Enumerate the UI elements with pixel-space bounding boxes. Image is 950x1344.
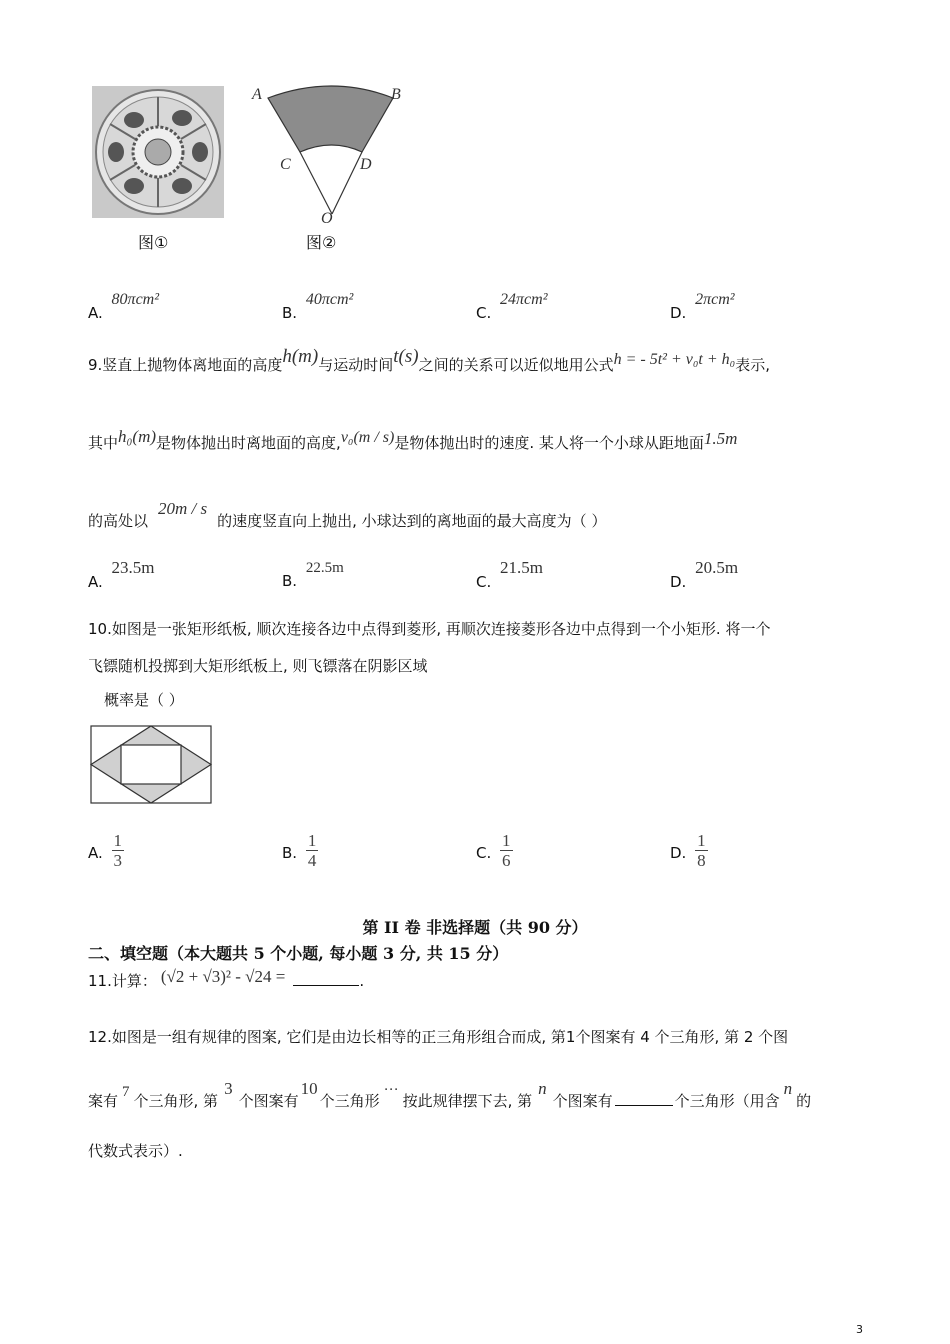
shaded-ring-region — [268, 86, 393, 152]
figure-2-sector — [248, 82, 418, 232]
figure-2-caption: 图② — [306, 233, 337, 252]
height-formula: h = - 5t² + v₀t + h₀ — [613, 351, 736, 368]
q8-option-d[interactable]: D. 2πcm² — [670, 291, 735, 322]
q12-line-3: 代数式表示）. — [88, 1142, 183, 1160]
point-c-label: C — [280, 156, 291, 173]
section-2-title: 第 II 卷 非选择题（共 90 分） — [362, 918, 588, 937]
q9-line-2: 其中h₀(m)是物体抛出时离地面的高度,v₀(m / s)是物体抛出时的速度. 某人将一个小球从距地面1.5m — [88, 427, 738, 452]
q9-option-c[interactable]: C. 21.5m — [476, 558, 544, 591]
q8-option-a[interactable]: A. 80πcm² — [88, 291, 160, 322]
point-a-label: A — [252, 86, 262, 103]
q9-line-1: 9.竖直上抛物体离地面的高度h(m)与运动时间t(s)之间的关系可以近似地用公式h = - 5t² + v₀t + h₀表示, — [88, 346, 770, 374]
figure-1-plate — [92, 86, 224, 218]
point-d-label: D — [360, 156, 372, 173]
launch-height: 1.5m — [703, 429, 738, 448]
q10-option-b[interactable]: B. $\frac{1}{4}$ — [282, 831, 317, 870]
q11-answer-blank[interactable] — [293, 985, 359, 986]
h-of-m: h(m) — [282, 346, 319, 367]
plate-image — [92, 86, 224, 218]
point-b-label: B — [391, 86, 401, 103]
q10-option-a[interactable]: A. $\frac{1}{3}$ — [88, 831, 123, 870]
q11-line: 11.计算： (√2 + √3)² - √24 = . — [88, 967, 365, 990]
q12-answer-blank[interactable] — [615, 1105, 673, 1106]
q10-line-1: 10.如图是一张矩形纸板, 顺次连接各边中点得到菱形, 再顺次连接菱形各边中点得到一个小矩形. 将一个 — [88, 620, 771, 638]
q10-option-c[interactable]: C. $\frac{1}{6}$ — [476, 831, 511, 870]
q10-line-3: 概率是（ ） — [104, 691, 184, 709]
q12-line-2: 案有 7 个三角形, 第3个图案有10个三角形···按此规律摆下去, 第n个图案有 个三角形（用含n的 — [88, 1079, 812, 1110]
q11-expression: (√2 + √3)² - √24 = — [160, 967, 286, 986]
rectangle-rhombus-figure — [86, 724, 214, 806]
q12-line-1: 12.如图是一组有规律的图案, 它们是由边长相等的正三角形组合而成, 第1个图案有 4 个三角形, 第 2 个图 — [88, 1028, 789, 1046]
q9-option-a[interactable]: A. 23.5m — [88, 558, 155, 591]
t-of-s: t(s) — [393, 346, 419, 367]
inner-rectangle — [121, 745, 181, 784]
point-o-label: O — [321, 210, 333, 227]
q8-option-c[interactable]: C. 24πcm² — [476, 291, 548, 322]
v0-of-ms: v₀(m / s) — [340, 429, 395, 446]
h0-of-m: h₀(m) — [118, 427, 157, 446]
fill-in-heading: 二、填空题（本大题共 5 个小题, 每小题 3 分, 共 15 分） — [88, 944, 509, 963]
figure-1-caption: 图① — [138, 233, 169, 252]
launch-speed: 20m / s — [158, 499, 208, 518]
q9-line-3: 的高处以20m / s的速度竖直向上抛出, 小球达到的离地面的最大高度为（ ） — [88, 499, 607, 530]
q10-option-d[interactable]: D. $\frac{1}{8}$ — [670, 831, 706, 870]
q9-option-d[interactable]: D. 20.5m — [670, 558, 739, 591]
q10-line-2: 飞镖随机投掷到大矩形纸板上, 则飞镖落在阴影区域 — [88, 657, 428, 675]
page-number: 3 — [856, 1323, 863, 1336]
q9-option-b[interactable]: B. 22.5m — [282, 560, 344, 590]
q8-option-b[interactable]: B. 40πcm² — [282, 291, 354, 322]
